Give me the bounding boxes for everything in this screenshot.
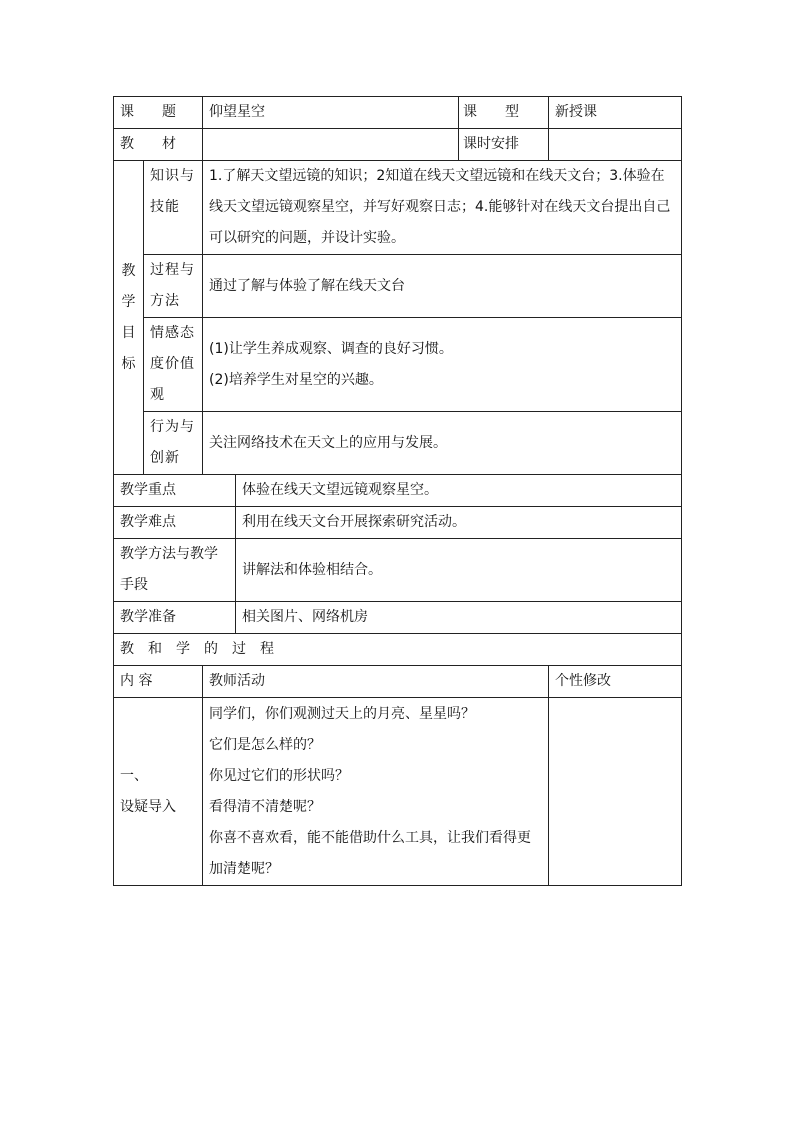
col-header-content: 内 容 xyxy=(114,666,203,698)
hours-label: 课时安排 xyxy=(459,129,549,161)
material-value xyxy=(203,129,459,161)
col-header-personal: 个性修改 xyxy=(549,666,682,698)
objective-text-innovation: 关注网络技术在天文上的应用与发展。 xyxy=(203,412,682,475)
objective-row-process xyxy=(114,255,682,318)
teacher-line-2: 它们是怎么样的？ xyxy=(209,736,321,753)
info-row-preparation xyxy=(114,602,682,634)
info-row-method xyxy=(114,539,682,602)
material-row xyxy=(114,129,682,161)
teacher-activity-cell xyxy=(203,698,549,886)
lesson-plan-table xyxy=(113,96,682,886)
info-row-key-point xyxy=(114,475,682,507)
process-title: 教 和 学 的 过 程 xyxy=(114,634,682,666)
teacher-line-4: 看得清不清楚呢？ xyxy=(209,798,321,815)
hours-value xyxy=(549,129,682,161)
process-header-row xyxy=(114,666,682,698)
method-value: 讲解法和体验相结合。 xyxy=(236,539,682,602)
objective-row-attitude xyxy=(114,318,682,412)
teacher-line-1: 同学们，你们观测过天上的月亮、星星吗？ xyxy=(209,705,475,722)
key-point-label: 教学重点 xyxy=(114,475,236,507)
difficulty-value: 利用在线天文台开展探索研究活动。 xyxy=(236,507,682,539)
objective-text-attitude xyxy=(203,318,682,412)
topic-value: 仰望星空 xyxy=(203,97,459,129)
section-cell xyxy=(114,698,203,886)
topic-row xyxy=(114,97,682,129)
objectives-group-label: 教 学 目 标 xyxy=(114,161,144,475)
objective-text-process: 通过了解与体验了解在线天文台 xyxy=(203,255,682,318)
preparation-label: 教学准备 xyxy=(114,602,236,634)
difficulty-label: 教学难点 xyxy=(114,507,236,539)
attitude-line-1: (1)让学生养成观察、调查的良好习惯。 xyxy=(209,340,453,357)
objective-label-process: 过程与方法 xyxy=(144,255,203,318)
section-number: 一、 xyxy=(120,767,148,784)
type-label: 课 型 xyxy=(459,97,549,129)
personal-edit-cell xyxy=(549,698,682,886)
objective-text-knowledge: 1.了解天文望远镜的知识；2知道在线天文望远镜和在线天文台；3.体验在线天文望远镜观察星空，并写好观察日志；4.能够针对在线天文台提出自己可以研究的问题，并设计实验。 xyxy=(203,161,682,255)
teacher-line-5: 你喜不喜欢看，能不能借助什么工具，让我们看得更加清楚呢？ xyxy=(209,829,531,877)
objective-label-attitude: 情感态度价值观 xyxy=(144,318,203,412)
material-label: 教 材 xyxy=(114,129,203,161)
info-row-difficulty xyxy=(114,507,682,539)
objective-row-knowledge xyxy=(114,161,682,255)
teacher-line-3: 你见过它们的形状吗？ xyxy=(209,767,349,784)
section-name: 设疑导入 xyxy=(120,798,176,815)
key-point-value: 体验在线天文望远镜观察星空。 xyxy=(236,475,682,507)
type-value: 新授课 xyxy=(549,97,682,129)
objective-label-innovation: 行为与创新 xyxy=(144,412,203,475)
attitude-line-2: (2)培养学生对星空的兴趣。 xyxy=(209,371,383,388)
objective-label-knowledge: 知识与技能 xyxy=(144,161,203,255)
process-row-intro xyxy=(114,698,682,886)
col-header-teacher: 教师活动 xyxy=(203,666,549,698)
process-title-row xyxy=(114,634,682,666)
objective-row-innovation xyxy=(114,412,682,475)
topic-label: 课 题 xyxy=(114,97,203,129)
method-label: 教学方法与教学手段 xyxy=(114,539,236,602)
preparation-value: 相关图片、网络机房 xyxy=(236,602,682,634)
